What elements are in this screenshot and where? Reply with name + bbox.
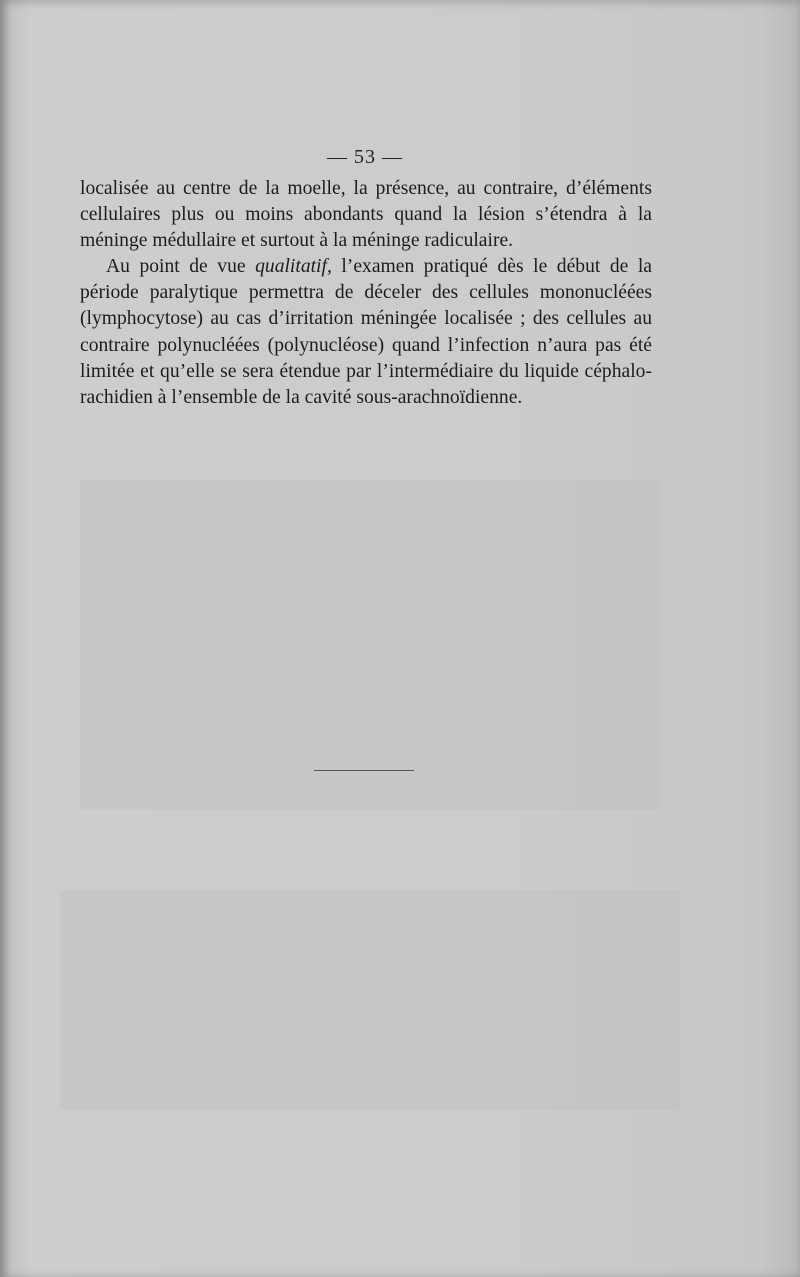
bleed-through-block bbox=[80, 480, 660, 810]
paragraph-1: localisée au centre de la moelle, la présence, au contraire, d’éléments cellulaires plus ou moins abondants quand la lésion s’étendra à la méninge médullaire et surtout à la méninge radiculaire. bbox=[80, 178, 652, 252]
paragraph-2-intro: Au point de vue bbox=[106, 256, 256, 278]
paragraph-2-rest: l’examen pratiqué dès le début de la période paralytique permettra de déceler des cellules mononucléées (lymphocytose) au cas d’irritation méningée localisée ; des cellules au contraire polynucléées (polynucléose) quand l’infection n’aura pas été limitée et qu’elle se sera étendue par l’intermédiaire du liquide céphalo-rachidien à l’ensemble de la cavité sous-arachnoïdienne. bbox=[80, 256, 652, 408]
page-number: — 53 — bbox=[327, 146, 403, 168]
paragraph-2 bbox=[80, 254, 652, 411]
bleed-through-footnotes bbox=[60, 890, 680, 1110]
section-end-rule bbox=[314, 770, 414, 771]
body-text bbox=[80, 176, 652, 411]
paragraph-2-emphasis: qualitatif, bbox=[255, 256, 332, 278]
